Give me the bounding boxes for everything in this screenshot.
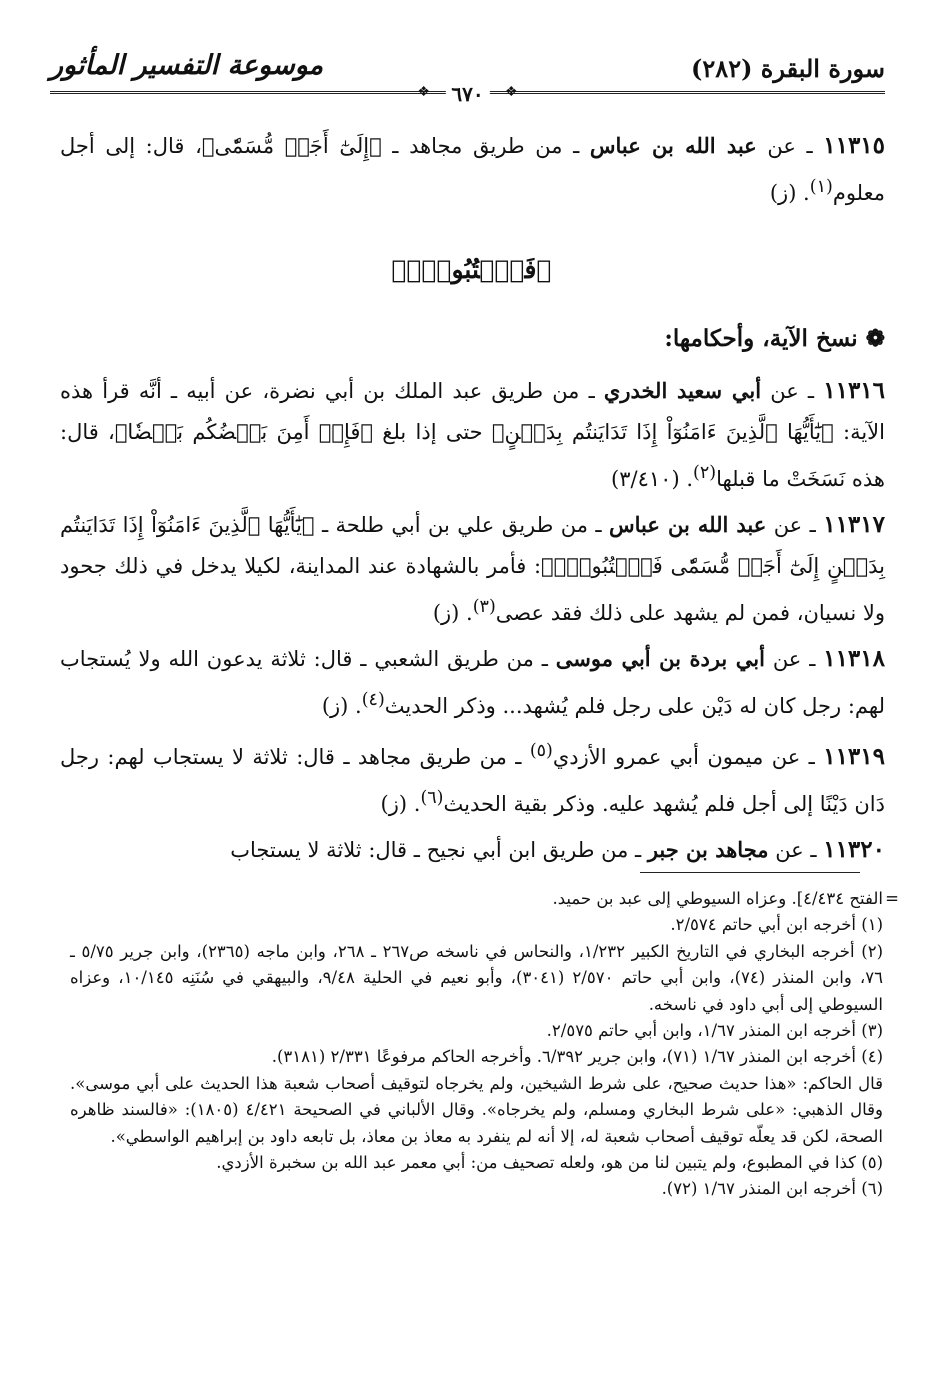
ornament-icon: ❖	[505, 84, 518, 100]
footnotes	[70, 886, 899, 1203]
narrator-name: مجاهد بن جبر	[647, 837, 769, 862]
footnote-5: (٥) كذا في المطبوع، ولم يتبين لنا من هو، ولعله تصحيف من: أبي معمر عبد الله بن سخبرة الأزدي.	[216, 1153, 883, 1173]
surah-title: سورة البقرة (٢٨٢)	[691, 54, 885, 83]
entry-11315: ١١٣١٥ ـ عن عبد الله بن عباس ـ من طريق مجاهد ـ ﴿إِلَىٰٓ أَجَلٖ مُّسَمّٗى﴾، قال: إلى أجل معلوم$^{(١)}$. (ز)	[60, 132, 886, 205]
narrator-name: أبي سعيد الخدري	[603, 378, 762, 403]
entry-number: ١١٣١٨	[823, 645, 885, 672]
footnote-3: (٣) أخرجه ابن المنذر ١/٦٧، وابن أبي حاتم ٢/٥٧٥.	[546, 1021, 883, 1041]
running-header	[50, 44, 885, 92]
quran-quote: ﴿يَٰٓأَيُّهَا ٱلَّذِينَ ءَامَنُوٓاْ إِذَا تَدَايَنتُم بِدَيۡنٍ﴾	[491, 420, 834, 444]
ornament-icon: ❖	[417, 84, 430, 100]
footnote-ref: (١)	[809, 177, 833, 197]
section-heading: ❁ نسخ الآية، وأحكامها:	[664, 325, 885, 352]
quran-quote: ﴿إِلَىٰٓ أَجَلٖ مُّسَمّٗى﴾	[201, 134, 382, 158]
entry-number: ١١٣١٦	[823, 377, 886, 404]
narrator-name: عبد الله بن عباس	[589, 133, 757, 158]
quran-quote: ﴿يَٰٓأَيُّهَا ٱلَّذِينَ ءَامَنُوٓاْ إِذَا تَدَايَنتُم بِدَيۡنٍ إِلَىٰٓ أَجَلٖ مُّسَمّٗى فَٱكۡتُبُوهُۚ﴾	[60, 513, 885, 578]
continuation-marker: =	[885, 889, 899, 908]
footnote-continuation: = الفتح ٤/٤٣٤]. وعزاه السيوطي إلى عبد بن حميد.	[70, 886, 883, 912]
page-number: ٦٧٠	[445, 82, 489, 106]
footnote-ref: (٣)	[472, 597, 496, 617]
footnote-6: (٦) أخرجه ابن المنذر ١/٦٧ (٧٢).	[661, 1179, 883, 1199]
entry-number: ١١٣٢٠	[823, 836, 885, 863]
entry-11319: ١١٣١٩ ـ عن ميمون أبي عمرو الأزدي$^{(٥)}$ ـ من طريق مجاهد ـ قال: ثلاثة لا يستجاب لهم: رجل دَان دَيْنًا إلى أجل فلم يُشهد عليه. وذكر بقية الحديث$^{(٦)}$. (ز)	[60, 741, 885, 816]
footnote-4-commentary: قال الحاكم: «هذا حديث صحيح، على شرط الشيخين، ولم يخرجاه لتوقيف أصحاب شعبة هذا الحديث على أبي موسى». وقال الذهبي: «على شرط البخاري ومسلم، ولم يخرجاه». وقال الألباني في الصحيحة ٤/٤٢١ (١٨٠٥): «فالسند ظاهره الصحة، لكن قد يعلّه توقيف أصحاب شعبة له، إلا أنه لم ينفرد به معاذ بن معاذ، بل تابعه داود بن إبراهيم الواسطي».	[70, 1073, 883, 1146]
footnote-ref: (٢)	[693, 463, 717, 483]
footnote-ref: (٦)	[420, 788, 444, 808]
footnote-1: (١) أخرجه ابن أبي حاتم ٢/٥٧٤.	[670, 915, 883, 935]
entry-11318: ١١٣١٨ ـ عن أبي بردة بن أبي موسى ـ من طريق الشعبي ـ قال: ثلاثة يدعون الله ولا يُستجاب لهم: رجل كان له دَيْن على رجل فلم يُشهد... وذكر الحديث$^{(٤)}$. (ز)	[60, 645, 885, 718]
entry-11317: ١١٣١٧ ـ عن عبد الله بن عباس ـ من طريق علي بن أبي طلحة ـ ﴿يَٰٓأَيُّهَا ٱلَّذِينَ ءَامَنُوٓاْ إِذَا تَدَايَنتُم بِدَيۡنٍ إِلَىٰٓ أَجَلٖ مُّسَمّٗى فَٱكۡتُبُوهُۚ﴾: فأمر بالشهادة عند المداينة، لكيلا يدخل في ذلك جحود ولا نسيان، فمن لم يشهد على ذلك فقد عصى$^{(٣)}$. (ز)	[60, 511, 885, 625]
entry-number: ١١٣١٩	[823, 743, 885, 770]
narrator-name: عبد الله بن عباس	[609, 512, 767, 537]
entries-body	[60, 370, 885, 871]
entry-number: ١١٣١٥	[823, 132, 886, 159]
entry-11320: ١١٣٢٠ ـ عن مجاهد بن جبر ـ من طريق ابن أبي نجيح ـ قال: ثلاثة لا يستجاب	[230, 836, 885, 863]
verse-heading: ﴿فَٱكۡتُبُوهُۚ﴾	[391, 255, 552, 284]
narrator-name: أبي بردة بن أبي موسى	[555, 646, 765, 671]
entry-11316: ١١٣١٦ ـ عن أبي سعيد الخدري ـ من طريق عبد الملك بن أبي نضرة، عن أبيه ـ أنَّه قرأ هذه الآية: ﴿يَٰٓأَيُّهَا ٱلَّذِينَ ءَامَنُوٓاْ إِذَا تَدَايَنتُم بِدَيۡنٍ﴾ حتى إذا بلغ ﴿فَإِنۡ أَمِنَ بَعۡضُكُم بَعۡضٗا﴾، قال: هذه نَسَخَتْ ما قبلها$^{(٢)}$. (٣/٤١٠)	[60, 377, 886, 491]
quran-quote: ﴿فَإِنۡ أَمِنَ بَعۡضُكُم بَعۡضٗا﴾	[114, 420, 374, 444]
footnote-4: (٤) أخرجه ابن المنذر ١/٦٧ (٧١)، وابن جرير ٦/٣٩٢. وأخرجه الحاكم مرفوعًا ٢/٣٣١ (٣١٨١).	[271, 1047, 883, 1067]
book-title: موسوعة التفسير المأثور	[50, 50, 324, 81]
footnote-ref: (٥)	[529, 741, 553, 761]
footnote-2: (٢) أخرجه البخاري في التاريخ الكبير ١/٢٣٢، والنحاس في ناسخه ص٢٦٧ ـ ٢٦٨، وابن ماجه (٢٣٦٥)، وابن جرير ٥/٧٥ ـ ٧٦، وابن المنذر (٧٤)، وابن أبي حاتم ٢/٥٧٠ (٣٠٤١)، وأبو نعيم في الحلية ٩/٤٨، والبيهقي في سُنَنِه ١٠/١٤٥، وعزاه السيوطي إلى أبي داود في ناسخه.	[70, 941, 883, 1014]
entry-number: ١١٣١٧	[823, 511, 885, 538]
footnote-ref: (٤)	[361, 690, 385, 710]
footnote-rule	[640, 872, 860, 873]
